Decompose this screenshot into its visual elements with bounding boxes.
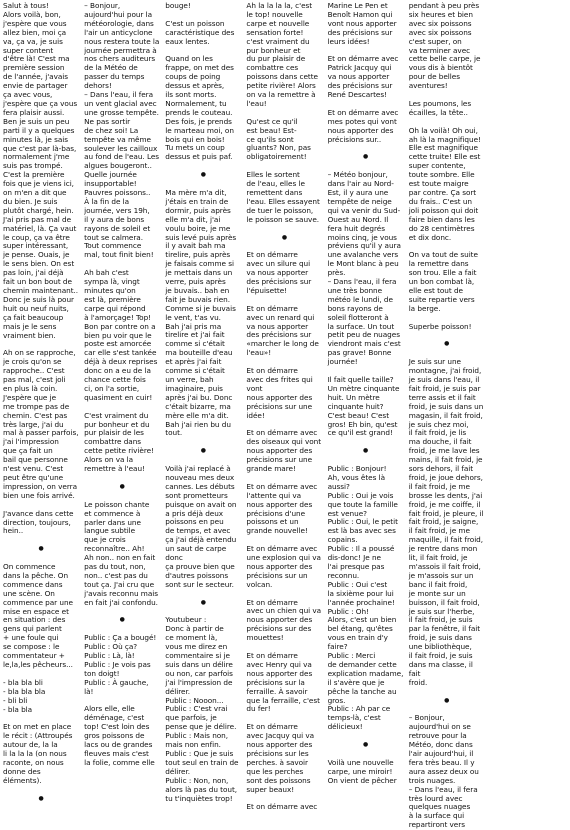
text-paragraph: Quand on les frappe, on met des coups de poing dessus et après, ils sont morts. Normalement, tu prends le couteau. Des fois, je prends le marteau moi, on bois qui en bois! Tu mets un coup dessus et puis paf. <box>165 54 234 162</box>
text-paragraph: Le poisson chante et commence à parler dans une langue subtile que je crois reconnaître.. Ah! Ah non.. non en fait pas du tout, non, non.. c'est pas du tout ça. J'ai cru que j'avais reconnu mais en fait j'ai confondu. <box>84 499 158 607</box>
text-column-7 <box>490 2 566 750</box>
text-paragraph: Marine Le Pen et Benoît Hamon qui vont nous apporter des précisions sur leurs idées! <box>327 1 397 46</box>
text-column-2 <box>84 1 160 767</box>
text-paragraph: Et on démarre avec <box>246 802 318 812</box>
text-paragraph: Public : Ça a bougé! Public : Où ça? Public : Là, là! Public : Je vois pas ton doigt! Public : À gauche, là! <box>84 633 157 696</box>
text-column-1 <box>3 1 79 802</box>
text-paragraph: Ma mère m'a dit, j'étais en train de dormir, puis après elle m'a dit, j'ai voulu boire, je me suis levé puis après il y avait bah ma tirelire, puis après je faisais comme si je mettais dans un verre, puis après je buvais.. bah en fait je buvais rien. Comme si je buvais le vent, t'as vu. Bah j'ai pris ma tirelire et j'ai fait comme si c'était ma bouteille d'eau et après j'ai fait comme si c'était un verre, bah imaginaire, puis après j'ai bu. Donc c'était bizarre, ma mère elle m'a dit. Bah j'ai rien bu du tout. <box>165 187 237 438</box>
text-paragraph: bouge! <box>165 1 191 10</box>
text-paragraph: Ah la la la la, c'est le top! nouvelle carpe et nouvelle sensation forte! c'est vraiment du pur bonheur et du pur plaisir de combattre ces poissons dans cette petite rivière! Alors on va la remettre à l'eau! <box>246 1 318 108</box>
text-paragraph: On commence dans la pêche. On commence dans une scène. On commence par une mise en espace et en situation : des gens qui parlent + une foule qui se compose : le commentateur + le,la,les pêcheurs... <box>3 562 73 669</box>
text-paragraph: J'avance dans cette direction, toujours, hein.. <box>3 508 74 536</box>
text-paragraph: Il fait quelle taille? Un mètre cinquante huit. Un mètre cinquante huit? C'est beau! C'est gros! Eh bin, qu'est ce qu'il est grand! <box>327 374 400 438</box>
text-paragraph: C'est un poisson caractéristique des eaux lentes. <box>165 18 235 46</box>
text-paragraph: Oh la voilà! Oh oui, ah là la magnifique! Elle est magnifique cette truite! Elle est super contente, toute sombre. Elle est toute maigre par contre. Ça sort du frais.. C'est un joli poisson qui doit faire bien dans les do 28 centimètres et dix donc. <box>408 125 481 242</box>
text-paragraph: – Bonjour, aujourd'hui pour la météorologie, dans l'air un anticyclone nous restera toute la journée permettra à nos chers auditeurs de la Météo de passer du temps dehors! – Dans l'eau, il fera un vent glacial avec une grosse tempête. Ne pas sortir de chez soi! La tempête va même soulever les cailloux au fond de l'eau. Les algues bougeront.. Quelle journée insupportable! Pauvres poissons.. À la fin de la journée, vers 19h, il y aura de bons rayons de soleil et tout se calmera. Tout commence mal, tout finit bien! <box>84 1 160 260</box>
text-paragraph: Qu'est ce qu'il est beau! Est- ce qu'ils sont gluants? Non, pas obligatoirement! <box>246 116 311 162</box>
text-column-4 <box>246 1 322 812</box>
text-paragraph: Et on démarre avec Patrick Jacquy qui va nous apporter des précisions sur René Descartes! <box>327 54 399 100</box>
text-paragraph: Superbe poisson! <box>408 321 472 331</box>
section-separator: ● <box>444 340 450 348</box>
text-paragraph: Je suis sur une montagne, j'ai froid, je suis dans l'eau, il fait froid, je suis par terre assis et il fait froid, je suis dans un magasin, il fait froid, je suis chez moi, il fait froid, je lis ma douche, il fait froid, je me lave les mains, il fait froid, je sors dehors, il fait froid, je joue dehors, il fait froid, je me brosse les dents, j'ai froid, je me coiffe, il fait froid, je pleure, il fait froid, je saigne, il fait froid, je me maquille, il fait froid, je rentre dans mon lit, il fait froid, je m'assois il fait froid, je m'assois sur un banc il fait froid, je monte sur un buisson, il fait froid, je suis sur l'herbe, il fait froid, je suis par la fenêtre, il fait froid, je suis dans une bibliothèque, il fait froid, je suis dans ma classe, il fait froid. <box>408 357 484 687</box>
text-paragraph: – Météo bonjour, dans l'air au Nord- Est, il y aura une tempête de neige qui va venir du Sud- Ouest au Nord. Il fera huit degrés moins cinq, je vous préviens qu'il y aura une avalanche vers le Mont blanc à peu près. – Dans l'eau, il fera une très bonne météo le lundi, de bons rayons de soleil flotteront à la surface. Un tout petit peu de nuages viendront mais c'est pas grave! Bonne journée! <box>327 170 401 367</box>
text-paragraph: - bla bla bli - bla bla bla - bli bli - bla bla <box>3 677 46 714</box>
text-paragraph: Et on démarre avec des frites qui vont nous apporter des précisions sur une idée! <box>246 366 313 420</box>
section-separator: ● <box>200 171 206 179</box>
text-paragraph: Et on démarre avec un silure qui va nous apporter des précisions sur l'épuisette! <box>246 250 312 295</box>
text-paragraph: Et on démarre avec l'attente qui va nous apporter des précisions d'une poissons et un grande nouvelle! <box>246 481 318 536</box>
text-paragraph: Voilà une nouvelle carpe, une miroir! On vient de pêcher <box>327 757 397 785</box>
text-paragraph: On va tout de suite la remettre dans son trou. Elle a fait un bon combat là, elle est tout de suite repartie vers la berge. <box>408 250 478 313</box>
section-separator: ● <box>119 482 125 490</box>
text-column-6 <box>408 1 485 830</box>
text-paragraph: Public : Bonjour! Ah, vous êtes là aussi? Public : Oui je vois que toute la famille est venue? Public : Oui, le petit est là bas avec ses copains. Public : Il a poussé dis-donc! Je ne l'ai presque pas reconnu. Public : Oui c'est la sixième pour lui l'année prochaine! Public : Oh! Alors, c'est un bien bel étang, qu'êtes vous en train d'y faire? Public : Merci de demander cette explication madame, il s'avère que je pêche la tanche au gros. Public : Ah par ce temps-là, c'est délicieux! <box>327 464 404 732</box>
text-paragraph: Et on démarre avec mes potes qui vont nous apporter des précisions sur.. <box>327 107 399 144</box>
text-paragraph: Elles le sortent de l'eau, elles le remettent dans l'eau. Elles essayent de tuer le poisson, le poisson se sauve. <box>246 170 320 224</box>
text-paragraph: Et on démarre avec un renard qui va nous apporter des précisions sur «marcher le long de l'eau»! <box>246 303 319 358</box>
text-paragraph: Salut à tous! Alors voilà, bon, j'espère que vous allez bien, moi ça va, ça va, je suis super content d'être là! C'est ma première session de l'année, j'avais envie de partager ça avec vous, j'espère que ça vous fera plaisir aussi. Ben je suis un peu parti il y a quelques minutes là, je sais que c'est par là-bas, normalement j'me suis pas trompé. C'est la première fois que je viens ici, on m'en a dit que du bien. Je suis plutôt chargé, hein. J'ai pris pas mal de matériel, là. Ça vaut le coup, ça va être super intéressant, je pense. Ouais, je le sens bien. On est pas loin, j'ai déjà fait un bon bout de chemin maintenant.. Donc je suis là pour huit ou neuf nuits, ça fait beaucoup mais je le sens vraiment bien. <box>3 1 79 340</box>
text-paragraph: Les poumons, les écailles, la tête.. <box>408 98 472 117</box>
section-separator: ● <box>363 153 369 161</box>
text-paragraph: Et on démarre avec une explosion qui va nous apporter des précisions sur un volcan. <box>246 544 321 589</box>
text-paragraph: Et on démarre avec un chien qui va nous apporter des précisions sur des mouettes! <box>246 597 322 643</box>
text-paragraph: pendant à peu près six heures et bien avec six poissons avec six poissons c'est super, on va terminer avec cette belle carpe, je vous dis à bientôt pour de belles aventures! <box>408 1 481 91</box>
section-separator: ● <box>281 233 288 241</box>
section-separator: ● <box>38 794 44 802</box>
text-paragraph: – Bonjour, aujourd'hui on se retrouve pour la Météo, donc dans l'air aujourd'hui, il fera très beau. Il y aura assez deux ou trois nuages. – Dans l'eau, il fera très lourd avec quelques nuages à la surface qui repartiront vers <box>408 713 479 830</box>
section-separator: ● <box>363 447 369 455</box>
text-paragraph: Et on met en place le récit : (Attroupés autour de, la la li la la la (on nous raconte, on nous donne des éléments). <box>3 722 73 785</box>
text-paragraph: Et on démarre avec des oiseaux qui vont nous apporter des précisions sur une grande mare! <box>246 428 322 474</box>
section-separator: ● <box>119 616 125 624</box>
text-paragraph: Et on démarre avec Henry qui va nous apporter des précisions sur la ferraille. À savoir que la ferraille, c'est du fer! <box>246 650 320 714</box>
text-paragraph: Youtubeur : Donc à partir de ce moment là, vous me direz en commentaire si je suis dans un délire ou non, car parfois j'ai l'impression de délirer. Public : Nooon... Public : C'est vrai que parfois, je pense que je délire. Public : Mais non, mais non enfin. Public : Que je suis tout seul en train de délirer. Public : Non, non, alors là pas du tout, tu t'inquiètes trop! <box>165 615 239 803</box>
text-column-3 <box>165 1 241 803</box>
text-paragraph: Alors elle, elle déménage, c'est top! C'est loin des gros poissons de lacs ou de grandes fleuves mais c'est la folie, comme elle <box>84 704 155 767</box>
section-separator: ● <box>363 741 369 749</box>
text-paragraph: C'est vraiment du pur bonheur et du pur plaisir de les combattre dans cette petite rivière! Alors on va la remettre à l'eau! <box>84 410 154 474</box>
text-paragraph: Et on démarre avec Jacquy qui va nous apporter des précisions sur les perches. à savoir que les perches sont des poissons super beaux! <box>246 722 315 794</box>
section-separator: ● <box>444 696 450 704</box>
text-paragraph: Ah on se rapproche, je crois qu'on se rapproche.. C'est pas mal, c'est joli en plus là coin. J'espère que je me trompe pas de chemin. C'est pas très large, j'ai du mal à passer parfois, j'ai l'impression que ça fait un bail que personne n'est venu. C'est peut être qu'une impression, on verra bien une fois arrivé. <box>3 348 79 500</box>
text-paragraph: Voilà j'ai replacé à nouveau mes deux cannes. Les débuts sont prometteurs puisque on avait on a pris déjà deux poissons en peu de temps, et avec ça j'ai déjà entendu un saut de carpe donc ça prouve bien que d'autres poissons sont sur le secteur. <box>165 464 237 589</box>
section-separator: ● <box>200 447 206 455</box>
text-column-5 <box>327 1 404 785</box>
text-paragraph: Ah bah c'est sympa là, vingt minutes qu'on est là, première carpe qui répond à l'amorçage! Top! Bon par contre on a bien pu voir que le poste est amorcée car elle s'est tankée déjà à deux reprises donc on a eu de la chance cette fois ci, on l'a sortie, quasiment en cuir! <box>84 268 158 402</box>
section-separator: ● <box>200 598 206 606</box>
section-separator: ● <box>38 545 44 553</box>
